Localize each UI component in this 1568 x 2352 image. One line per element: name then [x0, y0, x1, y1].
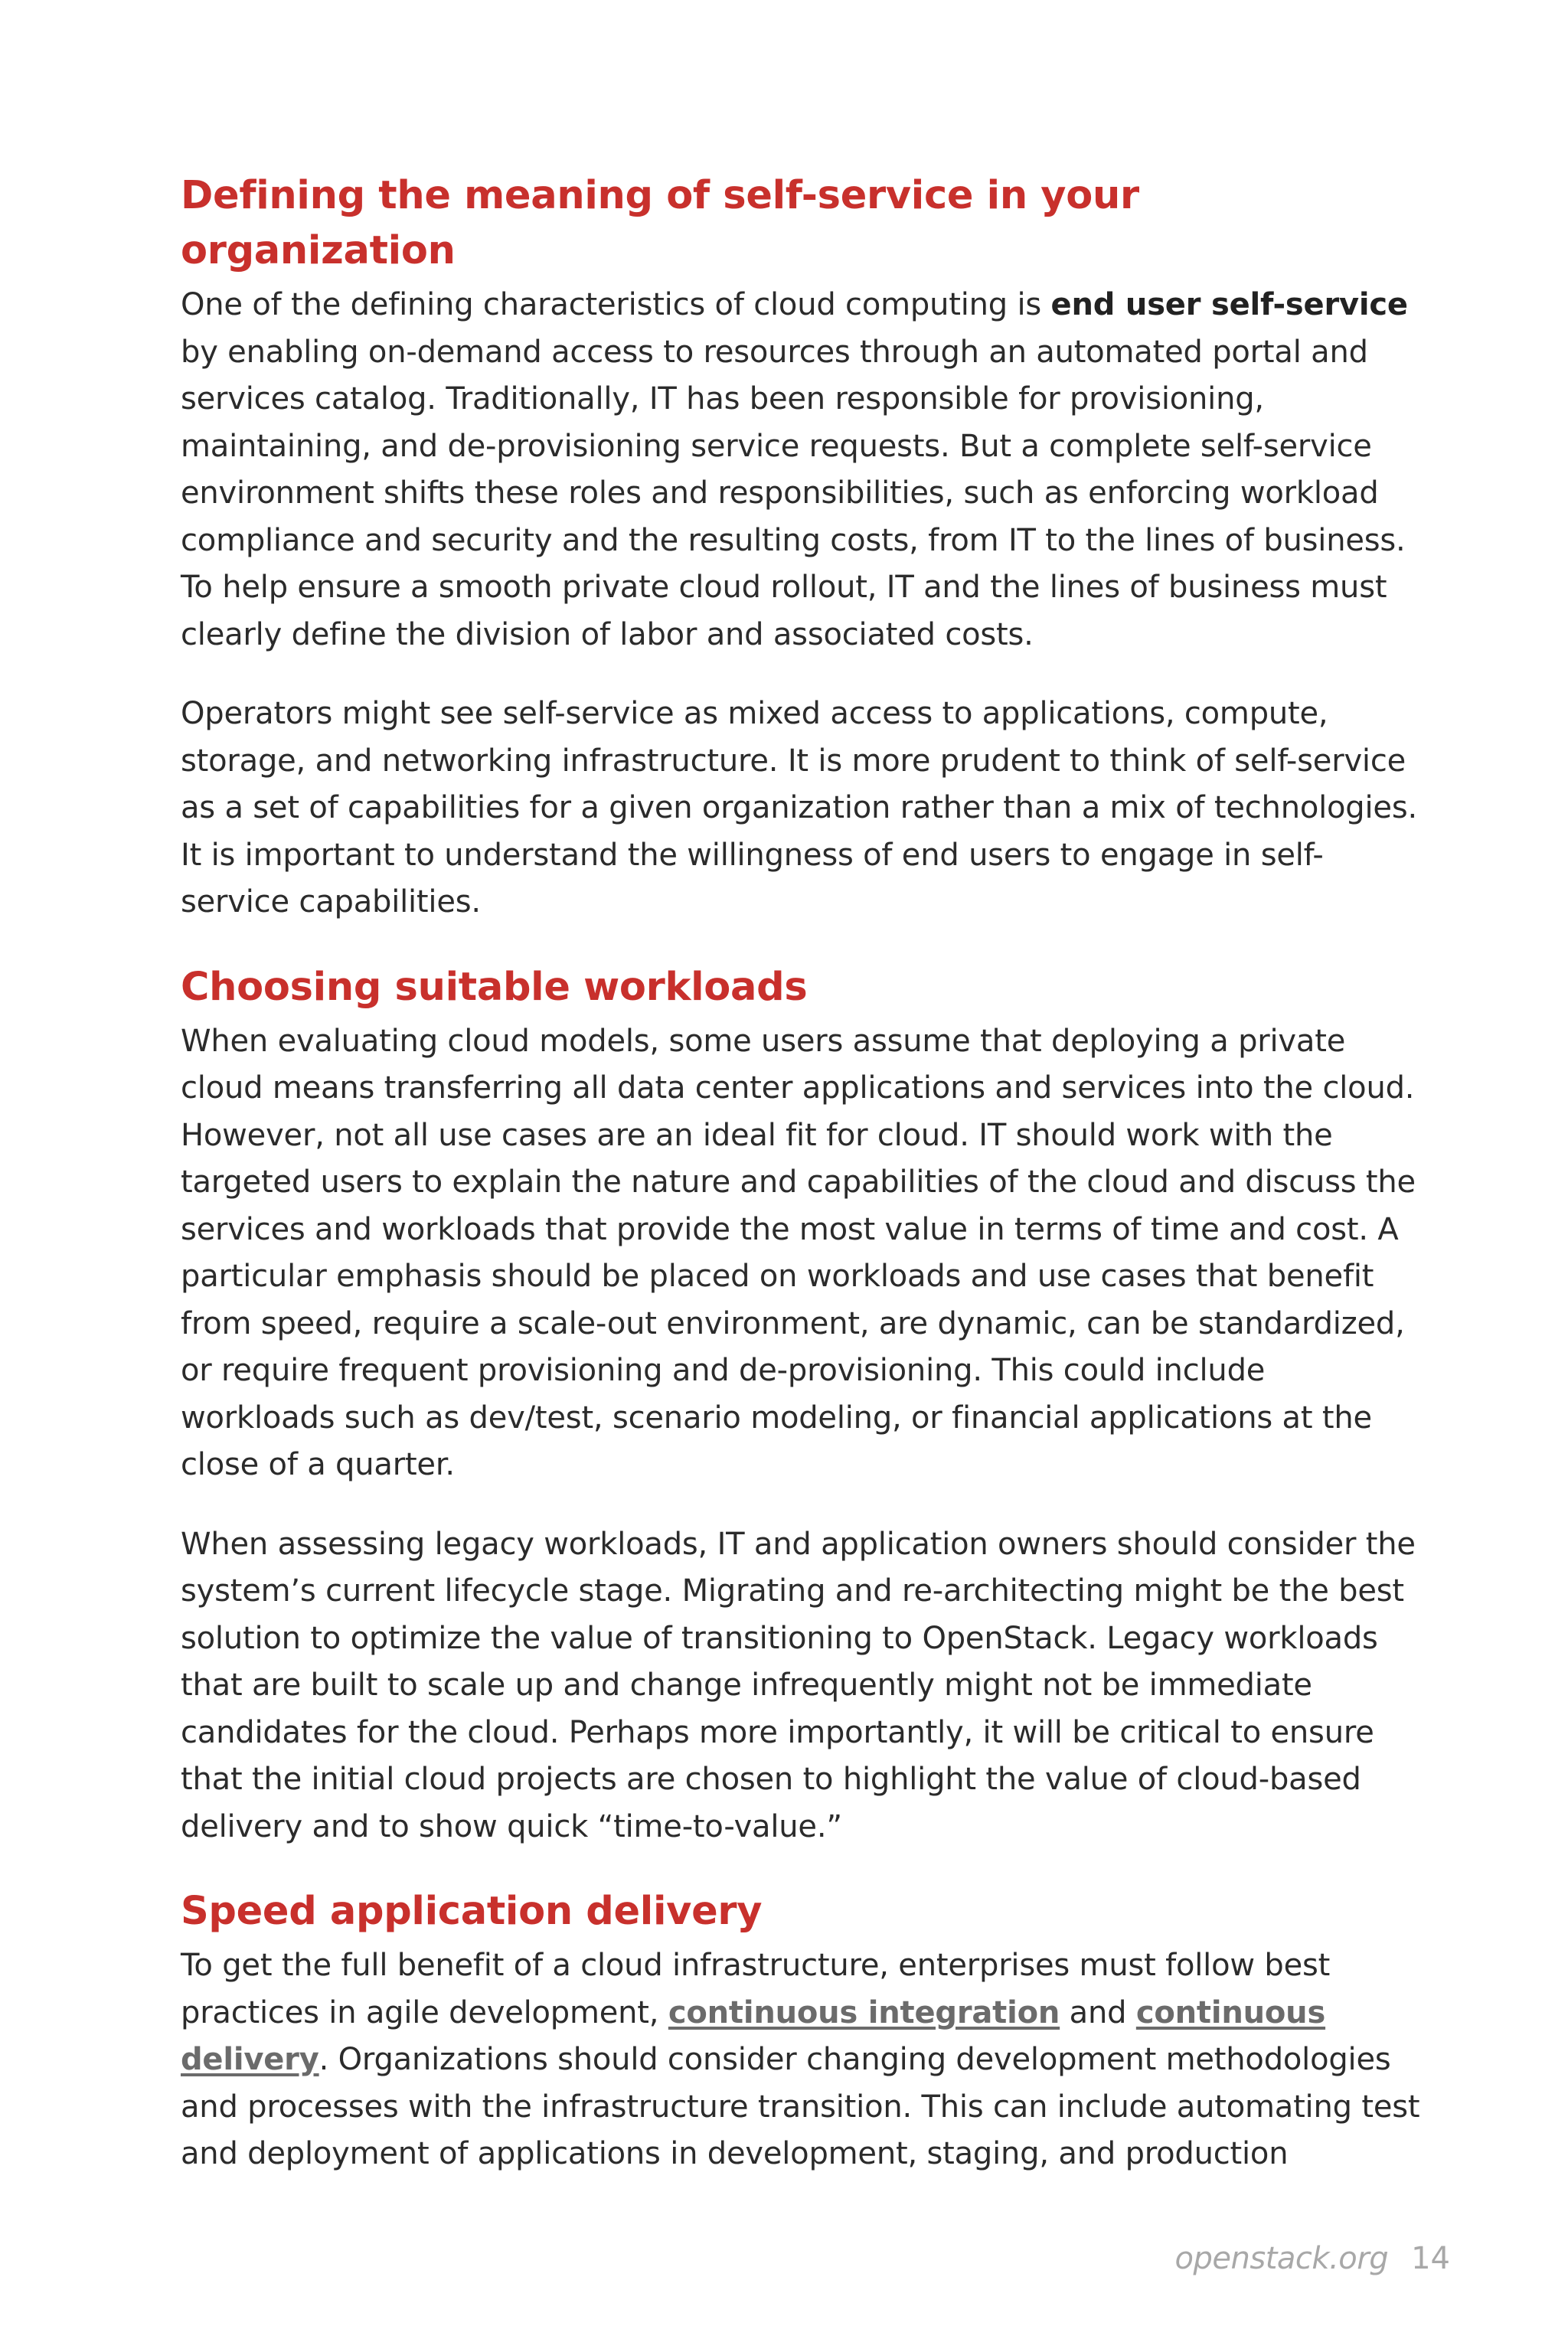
paragraph-text: One of the defining characteristics of cloud computing is	[181, 287, 1051, 322]
continuous-delivery-link[interactable]: continuous delivery	[181, 1994, 1326, 2077]
body-paragraph	[181, 1942, 1421, 2178]
body-paragraph: When evaluating cloud models, some users assume that deploying a private cloud means transferring all data center applications and services into the cloud. However, not all use cases are an ideal fit for cloud. IT should work with the targeted users to explain the nature and capabilities of the cloud and discuss the services and workloads that provide the most value in terms of time and cost. A particular emphasis should be placed on workloads and use cases that benefit from speed, require a scale-out environment, are dynamic, can be standardized, or require frequent provisioning and de-provisioning. This could include workloads such as dev/test, scenario modeling, or financial applications at the close of a quarter.	[181, 1023, 1416, 1482]
section-workloads	[181, 960, 1421, 1851]
bold-term: end user self-service	[1050, 287, 1408, 322]
paragraph-text: and	[1060, 1994, 1136, 2030]
paragraph-text: by enabling on-demand access to resources through an automated portal and services catalog. Traditionally, IT has been responsible for provisioning, maintaining, and de-provisioning service requests. But a complete self-service environment shifts these roles and responsibilities, such as enforcing workload compliance and security and the resulting costs, from IT to the lines of business. To help ensure a smooth private cloud rollout, IT and the lines of business must clearly define the division of labor and associated costs.	[181, 334, 1406, 652]
paragraph-text: To get the full benefit of a cloud infrastructure, enterprises must follow best practices in agile development,	[181, 1948, 1331, 2030]
continuous-integration-link[interactable]: continuous integration	[668, 1994, 1060, 2030]
section-heading: Choosing suitable workloads	[181, 964, 808, 1010]
section-heading: Defining the meaning of self-service in your organization	[181, 173, 1139, 273]
section-self-service	[181, 168, 1421, 926]
section-application-delivery	[181, 1884, 1421, 2178]
page-footer	[1175, 2236, 1450, 2282]
body-paragraph	[181, 282, 1421, 658]
body-paragraph: Operators might see self-service as mixed access to applications, compute, storage, and networking infrastructure. It is more prudent to think of self-service as a set of capabilities for a given organization rather than a mix of technologies. It is important to understand the willingness of end users to engage in self-service capabilities.	[181, 696, 1417, 920]
section-heading: Speed application delivery	[181, 1889, 763, 1934]
document-page	[181, 168, 1421, 2212]
body-paragraph: When assessing legacy workloads, IT and application owners should consider the system’s current lifecycle stage. Migrating and re-architecting might be the best solution to optimize the value of transitioning to OpenStack. Legacy workloads that are built to scale up and change infrequently might not be immediate candidates for the cloud. Perhaps more importantly, it will be critical to ensure that the initial cloud projects are chosen to highlight the value of cloud-based delivery and to show quick “time-to-value.”	[181, 1526, 1416, 1844]
footer-site: openstack.org	[1174, 2241, 1389, 2276]
page-number: 14	[1411, 2241, 1450, 2276]
paragraph-text: . Organizations should consider changing development methodologies and processes with the infrastructure transition. This can include automating test and deployment of applications in development, staging, and production	[181, 2042, 1420, 2171]
